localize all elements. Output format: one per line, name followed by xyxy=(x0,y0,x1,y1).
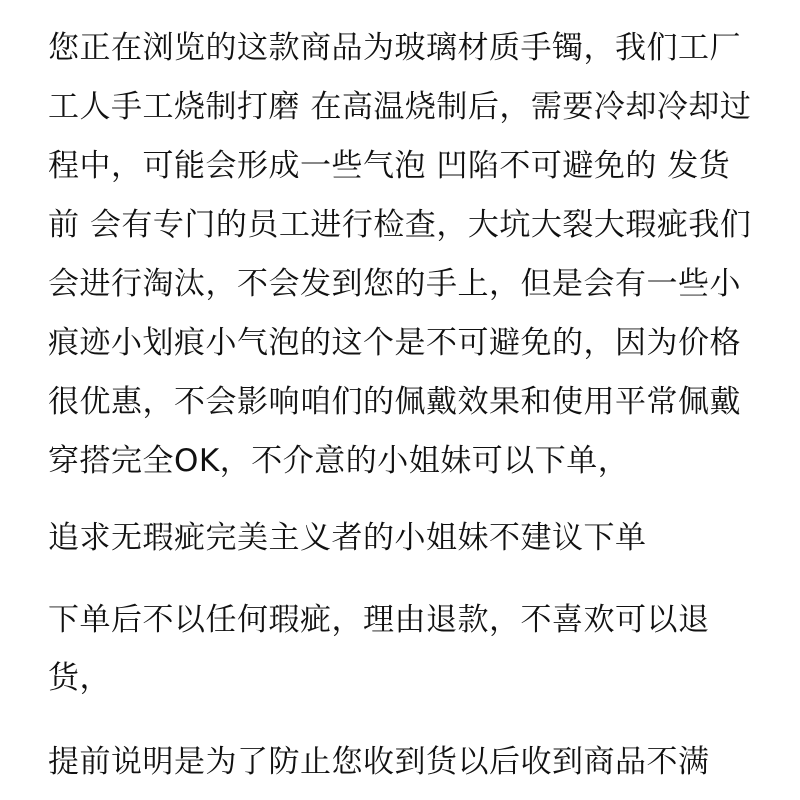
paragraph-3-line-1: 下单后不以任何瑕疵，理由退款，不喜欢可以退 xyxy=(48,602,710,638)
paragraph-1-line-6: 痕迹小划痕小气泡的这个是不可避免的，因为价格 xyxy=(48,325,741,361)
paragraph-2-line-1: 追求无瑕疵完美主义者的小姐妹不建议下单 xyxy=(48,520,647,556)
paragraph-1-line-7: 很优惠，不会影响咱们的佩戴效果和使用平常佩戴 xyxy=(48,384,741,420)
paragraph-4-line-1: 提前说明是为了防止您收到货以后收到商品不满 xyxy=(48,744,710,780)
paragraph-3-line-2: 货， xyxy=(48,660,111,696)
cut-off-text-line xyxy=(48,0,58,16)
paragraph-1-line-5: 会进行淘汰，不会发到您的手上，但是会有一些小 xyxy=(48,266,741,302)
paragraph-1-line-3: 程中，可能会形成一些气泡 凹陷不可避免的 发货 xyxy=(48,148,731,184)
paragraph-1-line-2: 工人手工烧制打磨 在高温烧制后，需要冷却冷却过 xyxy=(48,89,752,125)
paragraph-1-line-1: 您正在浏览的这款商品为玻璃材质手镯，我们工厂 xyxy=(48,30,741,66)
paragraph-1-line-8: 穿搭完全OK，不介意的小姐妹可以下单， xyxy=(48,443,630,479)
paragraph-1-line-4: 前 会有专门的员工进行检查，大坑大裂大瑕疵我们 xyxy=(48,207,752,243)
